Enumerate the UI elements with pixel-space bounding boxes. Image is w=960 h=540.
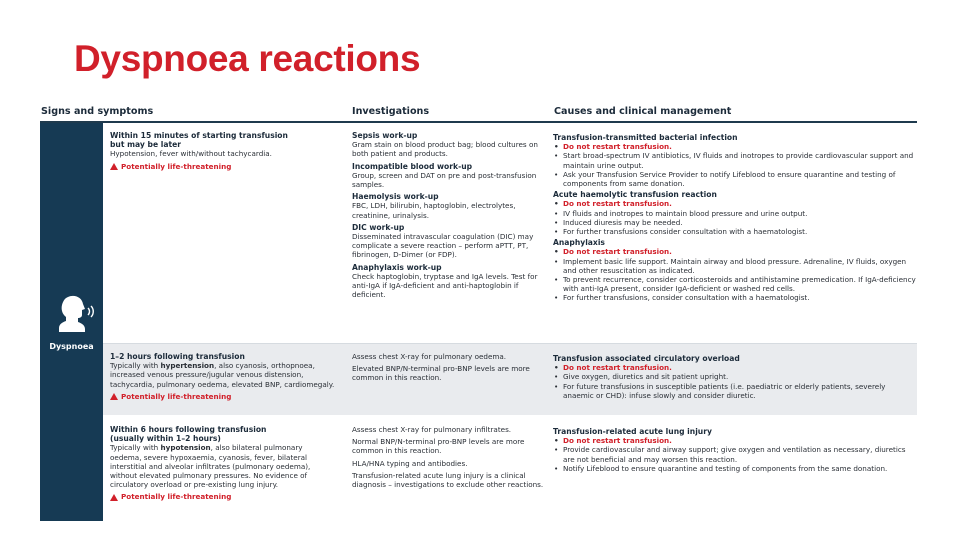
signs-text-bold: hypotension xyxy=(160,443,211,453)
inv-heading: Sepsis work-up xyxy=(352,131,418,140)
list-item: • To prevent recurrence, consider corticosteroids and antihistamine premedication. If IgA-deficiency with anti-IgA present, consider IgA-deficient or washed red cells. xyxy=(563,275,917,293)
signs-text-pre: Typically with xyxy=(110,443,161,453)
inv-text: Gram stain on blood product bag; blood cultures on both patient and products. xyxy=(352,140,538,159)
row3-investigations xyxy=(352,425,548,492)
inv-heading: Incompatible blood work-up xyxy=(352,161,473,171)
row3-causes xyxy=(553,425,917,474)
list-item: • Provide cardiovascular and airway support; give oxygen and ventilation as necessary, diuretics are not beneficial and may worsen this reaction. xyxy=(563,445,917,463)
signs-text-post: , also bilateral pulmonary oedema, severe hypoxaemia, cyanosis, fever, bilateral interstitial and alveolar infiltrates (pulmonary oedema), without elevated pulmonary pressures. No evidence of circulatory overload or pre-existing lung injury. xyxy=(110,443,311,490)
warning-text: Potentially life-threatening xyxy=(121,492,232,502)
cause-list xyxy=(553,436,917,473)
row3-timing: Within 6 hours following transfusion (usually within 1–2 hours) xyxy=(110,425,267,444)
warning-text: Potentially life-threatening xyxy=(121,161,232,171)
inv-text: Normal BNP/N-terminal pro-BNP levels are more common in this reaction. xyxy=(352,437,525,456)
cause-list xyxy=(553,247,917,302)
row1-warning xyxy=(110,162,346,171)
warning-text: Potentially life-threatening xyxy=(121,391,232,401)
row2-causes xyxy=(553,352,917,401)
cause-heading: Transfusion-related acute lung injury xyxy=(553,427,712,436)
row2-signs xyxy=(110,352,346,401)
cause-list xyxy=(553,363,917,400)
cause-list xyxy=(553,142,917,188)
signs-text-pre: Typically with xyxy=(110,361,161,371)
category-sidebar xyxy=(40,123,103,521)
row1-causes xyxy=(553,131,917,304)
inv-text: HLA/HNA typing and antibodies. xyxy=(352,458,468,468)
row3-warning xyxy=(110,492,346,501)
inv-text: Disseminated intravascular coagulation (DIC) may complicate a severe reaction – perform aPTT, PT, fibrinogen, D-Dimer (or FDP). xyxy=(352,232,534,260)
list-item: • For future transfusions in susceptible patients (i.e. paediatric or elderly patients, severely anaemic or CHD): infuse slowly and consider diuretic. xyxy=(563,382,917,400)
list-item: • Ask your Transfusion Service Provider to notify Lifeblood to ensure quarantine and testing of components from same donation. xyxy=(563,170,917,188)
signs-text-post: , also cyanosis, orthopnoea, increased venous pressure/jugular venous distension, tachycardia, pulmonary oedema, elevated BNP, cardiomegaly. xyxy=(110,361,335,389)
row2-warning xyxy=(110,392,346,401)
list-item: • Do not restart transfusion. xyxy=(563,199,917,208)
list-item: • Do not restart transfusion. xyxy=(563,142,917,151)
inv-text: Transfusion-related acute lung injury is a clinical diagnosis – investigations to exclude other reactions. xyxy=(352,470,544,490)
inv-text: Elevated BNP/N-terminal pro-BNP levels are more common in this reaction. xyxy=(352,364,530,383)
cause-list xyxy=(553,199,917,236)
warning-icon xyxy=(110,494,118,501)
warning-icon xyxy=(110,393,118,400)
row2-investigations xyxy=(352,352,548,386)
page-title: Dyspnoea reactions xyxy=(74,38,421,79)
header-investigations: Investigations xyxy=(352,106,430,117)
inv-heading: Haemolysis work-up xyxy=(352,192,439,202)
row1-investigations xyxy=(352,131,548,302)
person-breathing-icon xyxy=(54,291,96,333)
row2-signs-text xyxy=(110,361,346,389)
category-label: Dyspnoea xyxy=(49,342,94,351)
signs-text-bold: hypertension xyxy=(160,361,215,371)
cause-heading: Acute haemolytic transfusion reaction xyxy=(553,190,717,200)
inv-text: Group, screen and DAT on pre and post-transfusion samples. xyxy=(352,170,537,190)
list-item: • Give oxygen, diuretics and sit patient upright. xyxy=(563,372,917,381)
row1-timing: Within 15 minutes of starting transfusion but may be later xyxy=(110,131,288,150)
cause-heading: Anaphylaxis xyxy=(553,238,605,248)
cause-heading: Transfusion associated circulatory overload xyxy=(553,354,740,363)
header-signs: Signs and symptoms xyxy=(41,106,154,117)
row3-signs xyxy=(110,425,346,502)
inv-text: FBC, LDH, bilirubin, haptoglobin, electrolytes, creatinine, urinalysis. xyxy=(352,201,516,220)
row2-timing: 1–2 hours following transfusion xyxy=(110,352,245,361)
list-item: • Do not restart transfusion. xyxy=(563,363,917,372)
list-item: • IV fluids and inotropes to maintain blood pressure and urine output. xyxy=(563,209,917,218)
list-item: • For further transfusions consider consultation with a haematologist. xyxy=(563,227,917,236)
row1-signs xyxy=(110,131,346,171)
list-item: • Induced diuresis may be needed. xyxy=(563,218,917,227)
row3-signs-text xyxy=(110,443,332,489)
list-item: • For further transfusions, consider consultation with a haematologist. xyxy=(563,293,917,302)
list-item: • Notify Lifeblood to ensure quarantine and testing of components from the same donation. xyxy=(563,464,917,473)
inv-heading: DIC work-up xyxy=(352,222,405,232)
warning-icon xyxy=(110,163,118,170)
list-item: • Do not restart transfusion. xyxy=(563,247,917,256)
list-item: • Implement basic life support. Maintain airway and blood pressure. Adrenaline, IV fluids, oxygen and other resuscitation as indicated. xyxy=(563,257,917,275)
inv-text: Check haptoglobin, tryptase and IgA levels. Test for anti-IgA if IgA-deficient and anti-haptoglobin if deficient. xyxy=(352,271,538,300)
list-item: • Start broad-spectrum IV antibiotics, IV fluids and inotropes to provide cardiovascular support and maintain urine output. xyxy=(563,151,917,169)
list-item: • Do not restart transfusion. xyxy=(563,436,917,445)
cause-heading: Transfusion-transmitted bacterial infection xyxy=(553,133,738,142)
inv-text: Assess chest X-ray for pulmonary oedema. xyxy=(352,352,507,361)
header-causes: Causes and clinical management xyxy=(554,106,732,117)
inv-text: Assess chest X-ray for pulmonary infiltrates. xyxy=(352,425,512,434)
inv-heading: Anaphylaxis work-up xyxy=(352,262,442,272)
row1-signs-text: Hypotension, fever with/without tachycardia. xyxy=(110,149,272,159)
